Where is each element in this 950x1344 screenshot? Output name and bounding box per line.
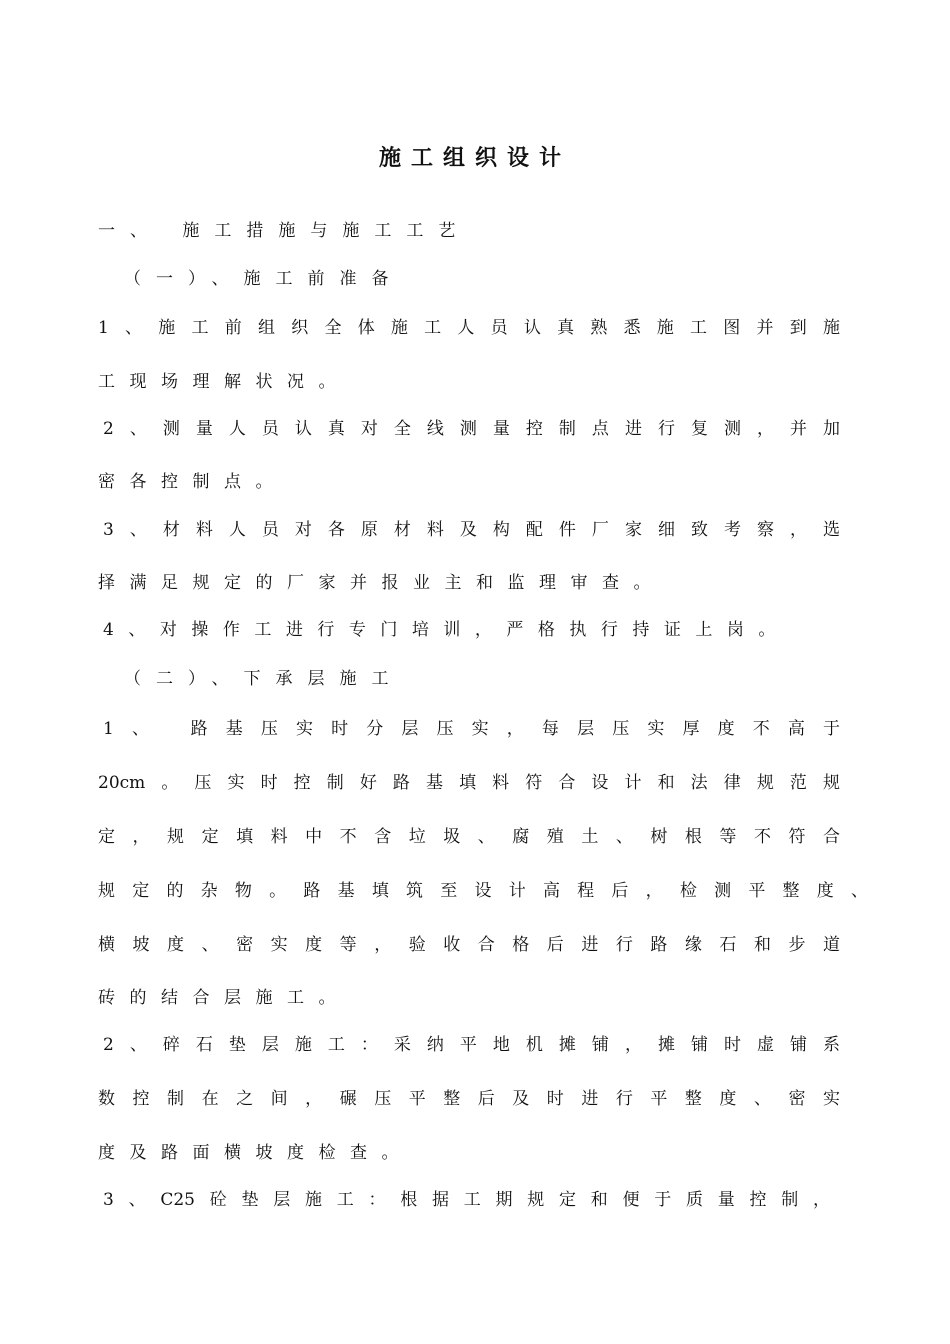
- paragraph-line: 横坡度、密实度等，验收合格后进行路缘石和步道: [98, 935, 840, 955]
- paragraph-line: 1、施工前组织全体施工人员认真熟悉施工图并到施: [98, 318, 840, 338]
- paragraph-line: 3、C25砼垫层施工：根据工期规定和便于质量控制，: [103, 1190, 830, 1210]
- document-title: 施工组织设计: [378, 145, 571, 171]
- paragraph-line: 2、测量人员认真对全线测量控制点进行复测，并加: [103, 419, 840, 439]
- paragraph-line: 2、碎石垫层施工：采纳平地机摊铺，摊铺时虚铺系: [103, 1035, 840, 1055]
- paragraph-line: 1、 路基压实时分层压实，每层压实厚度不高于: [103, 719, 840, 739]
- paragraph-line: 定，规定填料中不含垃圾、腐殖土、树根等不符合: [98, 827, 840, 847]
- paragraph-line: 4、对操作工进行专门培训，严格执行持证上岗。: [103, 620, 790, 640]
- paragraph-line: 度及路面横坡度检查。: [98, 1143, 413, 1163]
- subsection-heading: （一）、施工前准备: [124, 269, 404, 289]
- paragraph-line: 3、材料人员对各原材料及构配件厂家细致考察，选: [103, 520, 840, 540]
- paragraph-line: 工现场理解状况。: [98, 372, 350, 392]
- subsection-heading: （二）、下承层施工: [124, 669, 404, 689]
- paragraph-line: 数控制在之间，碾压平整后及时进行平整度、密实: [98, 1089, 840, 1109]
- paragraph-line: 规定的杂物。路基填筑至设计高程后，检测平整度、: [98, 881, 868, 901]
- paragraph-line: 择满足规定的厂家并报业主和监理审查。: [98, 573, 665, 593]
- paragraph-line: 密各控制点。: [98, 472, 287, 492]
- paragraph-line: 20cm。压实时控制好路基填料符合设计和法律规范规: [98, 773, 840, 793]
- paragraph-line: 砖的结合层施工。: [98, 988, 350, 1008]
- section-heading: 一、 施工措施与施工工艺: [98, 221, 471, 241]
